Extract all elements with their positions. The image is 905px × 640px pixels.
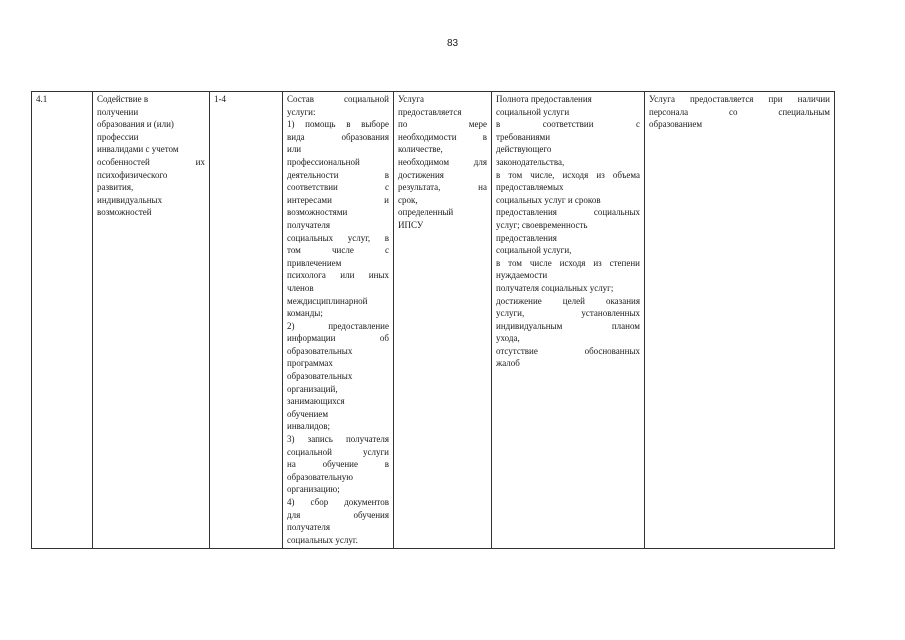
text-line: возможностей bbox=[97, 207, 152, 218]
text-line: психофизического bbox=[97, 169, 168, 180]
service-timing bbox=[398, 93, 487, 232]
row-number-cell bbox=[32, 92, 93, 549]
text-line: организацию; bbox=[287, 484, 340, 495]
text-line: социальной услуги, bbox=[496, 245, 572, 256]
text-line: занимающихся bbox=[287, 396, 345, 407]
text-line: получателя социальных услуг; bbox=[496, 282, 614, 293]
code-cell bbox=[210, 92, 283, 549]
text-line: 3) запись получателя bbox=[287, 434, 389, 445]
text-line: программах bbox=[287, 358, 333, 369]
text-line: Содействие в bbox=[97, 94, 149, 104]
timing-cell bbox=[394, 92, 492, 549]
text-line: индивидуальных bbox=[97, 194, 163, 205]
service-name-cell bbox=[93, 92, 210, 549]
service-quality bbox=[496, 93, 640, 370]
text-line: ИПСУ bbox=[398, 219, 424, 230]
text-line: отсутствие обоснованных bbox=[496, 345, 640, 356]
text-line: вида образования bbox=[287, 131, 389, 142]
text-line: предоставляемых bbox=[496, 182, 564, 193]
text-line: инвалидов; bbox=[287, 421, 330, 432]
text-line: жалоб bbox=[496, 358, 520, 369]
text-line: обучением bbox=[287, 408, 329, 419]
text-line: в том числе исходя из степени bbox=[496, 257, 640, 268]
text-line: 4) сбор документов bbox=[287, 497, 389, 507]
service-conditions bbox=[649, 93, 830, 131]
text-line: деятельности в bbox=[287, 169, 389, 180]
text-line: или bbox=[287, 144, 302, 155]
text-line: социальной услуги bbox=[287, 446, 389, 457]
text-line: социальных услуг, в bbox=[287, 232, 389, 243]
text-line: в соответствии с bbox=[496, 119, 640, 130]
text-line: достижения bbox=[398, 169, 444, 180]
text-line: 2) предоставление bbox=[287, 320, 389, 331]
text-line: образовательных bbox=[287, 371, 353, 382]
text-line: предоставляется bbox=[398, 106, 462, 117]
text-line: возможностями bbox=[287, 207, 348, 218]
text-line: образованием bbox=[649, 119, 703, 130]
text-line: услуги: bbox=[287, 106, 316, 117]
text-line: получателя bbox=[287, 522, 331, 533]
text-line: организаций, bbox=[287, 383, 338, 394]
text-line: информации об bbox=[287, 333, 389, 344]
text-line: предоставления bbox=[496, 232, 557, 243]
text-line: получателя bbox=[287, 219, 331, 230]
quality-cell bbox=[492, 92, 645, 549]
text-line: соответствии с bbox=[287, 182, 389, 193]
text-line: социальной услуги bbox=[496, 106, 570, 117]
text-line: социальных услуг. bbox=[287, 534, 358, 545]
text-line: профессии bbox=[97, 131, 139, 142]
text-line: развития, bbox=[97, 182, 134, 193]
table-row bbox=[32, 92, 835, 549]
text-line: в том числе, исходя из объема bbox=[496, 169, 640, 180]
text-line: инвалидами с учетом bbox=[97, 144, 179, 155]
text-line: привлечением bbox=[287, 257, 342, 268]
page-number: 83 bbox=[446, 38, 459, 49]
services-table bbox=[31, 91, 835, 549]
text-line: требованиями bbox=[496, 131, 551, 142]
text-line: членов bbox=[287, 282, 314, 293]
text-line: команды; bbox=[287, 308, 323, 319]
text-line: услуги, установленных bbox=[496, 308, 640, 319]
text-line: нуждаемости bbox=[496, 270, 548, 281]
text-line: образовательную bbox=[287, 471, 354, 482]
text-line: законодательства, bbox=[496, 156, 565, 167]
text-line: для обучения bbox=[287, 509, 389, 520]
text-line: количестве, bbox=[398, 144, 443, 155]
service-name bbox=[97, 93, 205, 219]
text-line: социальных услуг и сроков bbox=[496, 194, 601, 205]
text-line: на обучение в bbox=[287, 459, 389, 470]
service-code: 1-4 bbox=[214, 94, 226, 104]
text-line: определенный bbox=[398, 207, 454, 218]
text-line: Состав социальной bbox=[287, 94, 389, 104]
text-line: образовательных bbox=[287, 345, 353, 356]
text-line: действующего bbox=[496, 144, 552, 155]
composition-cell bbox=[283, 92, 394, 549]
text-line: услуг; своевременность bbox=[496, 219, 588, 230]
text-line: междисциплинарной bbox=[287, 295, 368, 306]
text-line: необходимом для bbox=[398, 156, 487, 167]
text-line: особенностей их bbox=[97, 156, 205, 167]
text-line: психолога или иных bbox=[287, 270, 389, 281]
text-line: образования и (или) bbox=[97, 119, 174, 130]
text-line: 1) помощь в выборе bbox=[287, 119, 389, 130]
text-line: индивидуальным планом bbox=[496, 320, 640, 331]
text-line: результата, на bbox=[398, 182, 487, 193]
conditions-cell bbox=[645, 92, 835, 549]
text-line: получении bbox=[97, 106, 139, 117]
row-number: 4.1 bbox=[36, 94, 48, 104]
text-line: по мере bbox=[398, 119, 487, 130]
text-line: персонала со специальным bbox=[649, 106, 830, 117]
text-line: срок, bbox=[398, 194, 418, 205]
service-composition bbox=[287, 93, 389, 546]
text-line: необходимости в bbox=[398, 131, 487, 142]
text-line: профессиональной bbox=[287, 156, 360, 167]
text-line: ухода, bbox=[496, 333, 520, 344]
text-line: том числе с bbox=[287, 245, 389, 256]
text-line: Полнота предоставления bbox=[496, 94, 592, 104]
text-line: Услуга предоставляется при наличии bbox=[649, 94, 830, 104]
text-line: достижение целей оказания bbox=[496, 295, 640, 306]
text-line: интересами и bbox=[287, 194, 389, 205]
text-line: предоставления социальных bbox=[496, 207, 640, 218]
text-line: Услуга bbox=[398, 94, 424, 104]
